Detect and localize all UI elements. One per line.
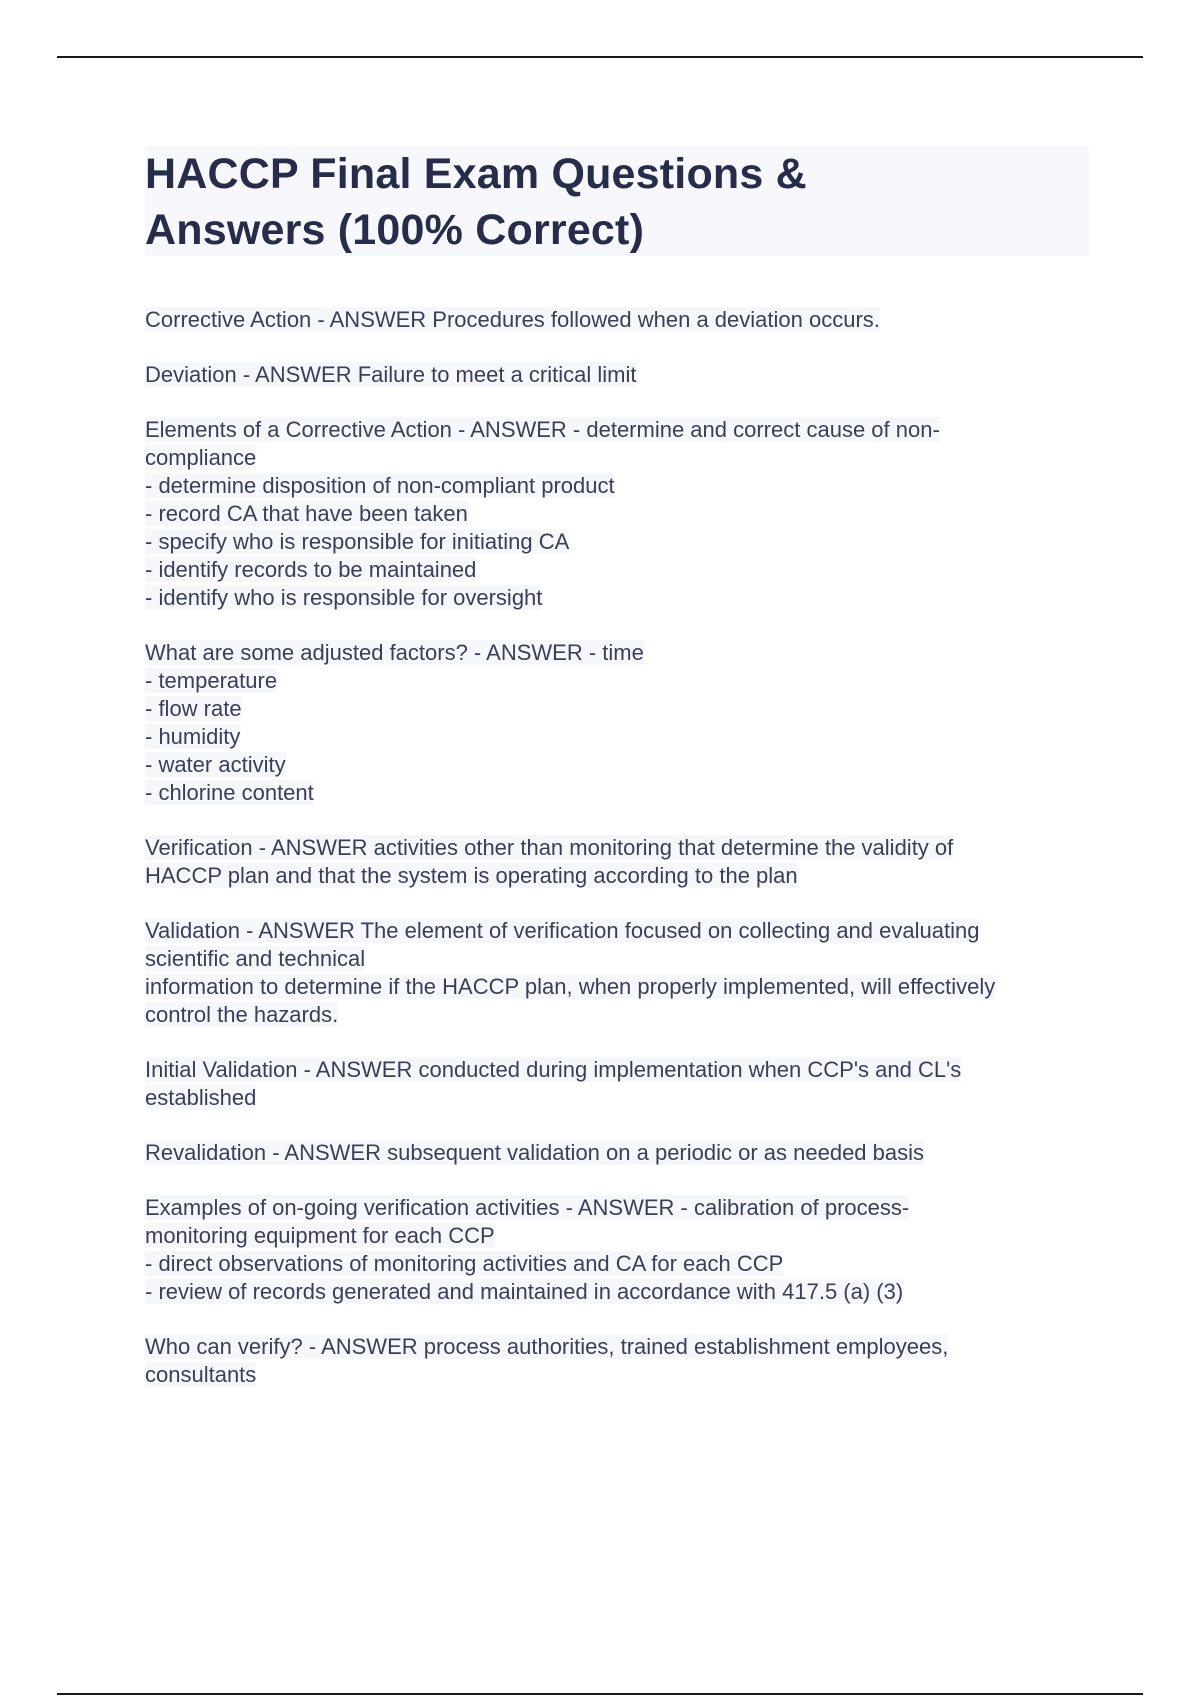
qa-line: - record CA that have been taken [145, 501, 468, 526]
bottom-rule [57, 1693, 1143, 1695]
qa-line: Who can verify? - ANSWER process authorities, trained establishment employees, [145, 1334, 949, 1359]
qa-line-wrapper [145, 584, 1089, 612]
qa-line-wrapper [145, 472, 1089, 500]
qa-line-wrapper [145, 306, 1089, 334]
qa-line: Validation - ANSWER The element of verification focused on collecting and evaluating [145, 918, 980, 943]
qa-line-wrapper [145, 1139, 1089, 1167]
qa-line: - temperature [145, 668, 278, 693]
qa-line: - identify who is responsible for oversight [145, 585, 543, 610]
qa-line-wrapper [145, 723, 1089, 751]
qa-item [145, 416, 1089, 612]
title-line-2: Answers (100% Correct) [145, 206, 645, 254]
qa-line: monitoring equipment for each CCP [145, 1223, 495, 1248]
qa-line-wrapper [145, 1056, 1089, 1084]
title-block [145, 146, 1089, 256]
qa-line-wrapper [145, 444, 1089, 472]
qa-line: - humidity [145, 724, 241, 749]
qa-line-wrapper [145, 556, 1089, 584]
document-title [145, 146, 1081, 258]
qa-item [145, 1139, 1089, 1167]
qa-line: - chlorine content [145, 780, 314, 805]
qa-line-wrapper [145, 973, 1089, 1001]
qa-line: - water activity [145, 752, 286, 777]
qa-item [145, 639, 1089, 807]
qa-line: compliance [145, 445, 257, 470]
qa-line: - determine disposition of non-compliant product [145, 473, 615, 498]
qa-item [145, 1333, 1089, 1389]
qa-item [145, 1194, 1089, 1306]
qa-line-wrapper [145, 945, 1089, 973]
qa-line: Examples of on-going verification activities - ANSWER - calibration of process- [145, 1195, 910, 1220]
qa-line: control the hazards. [145, 1002, 339, 1027]
qa-line-wrapper [145, 751, 1089, 779]
qa-line: Deviation - ANSWER Failure to meet a critical limit [145, 362, 637, 387]
qa-line: consultants [145, 1362, 257, 1387]
qa-line-wrapper [145, 1333, 1089, 1361]
qa-line: Verification - ANSWER activities other than monitoring that determine the validity of [145, 835, 954, 860]
qa-item [145, 917, 1089, 1029]
qa-item [145, 361, 1089, 389]
qa-line: Corrective Action - ANSWER Procedures followed when a deviation occurs. [145, 307, 880, 332]
qa-line-wrapper [145, 528, 1089, 556]
qa-line: - review of records generated and maintained in accordance with 417.5 (a) (3) [145, 1279, 904, 1304]
qa-line: What are some adjusted factors? - ANSWER - time [145, 640, 644, 665]
qa-line-wrapper [145, 667, 1089, 695]
qa-line: - identify records to be maintained [145, 557, 477, 582]
qa-line: information to determine if the HACCP plan, when properly implemented, will effectively [145, 974, 996, 999]
qa-line-wrapper [145, 1222, 1089, 1250]
qa-line-wrapper [145, 834, 1089, 862]
qa-line: Elements of a Corrective Action - ANSWER - determine and correct cause of non- [145, 417, 940, 442]
qa-line-wrapper [145, 862, 1089, 890]
qa-line-wrapper [145, 500, 1089, 528]
qa-line-wrapper [145, 1001, 1089, 1029]
qa-line-wrapper [145, 1194, 1089, 1222]
qa-line: - flow rate [145, 696, 242, 721]
title-line-1: HACCP Final Exam Questions & [145, 150, 807, 198]
qa-line-wrapper [145, 695, 1089, 723]
qa-line-wrapper [145, 639, 1089, 667]
qa-line-wrapper [145, 1278, 1089, 1306]
qa-line: - specify who is responsible for initiating CA [145, 529, 570, 554]
qa-line-wrapper [145, 1361, 1089, 1389]
qa-line: scientific and technical [145, 946, 366, 971]
top-rule [57, 56, 1143, 58]
qa-line: Initial Validation - ANSWER conducted during implementation when CCP's and CL's [145, 1057, 962, 1082]
qa-line-wrapper [145, 361, 1089, 389]
qa-line-wrapper [145, 1250, 1089, 1278]
qa-line: established [145, 1085, 257, 1110]
qa-item [145, 1056, 1089, 1112]
document-body [145, 146, 1089, 1416]
qa-line-wrapper [145, 917, 1089, 945]
qa-line-wrapper [145, 779, 1089, 807]
qa-item [145, 306, 1089, 334]
qa-item [145, 834, 1089, 890]
qa-line: Revalidation - ANSWER subsequent validation on a periodic or as needed basis [145, 1140, 925, 1165]
qa-line: HACCP plan and that the system is operating according to the plan [145, 863, 798, 888]
qa-list [145, 306, 1089, 1389]
qa-line-wrapper [145, 1084, 1089, 1112]
qa-line-wrapper [145, 416, 1089, 444]
qa-line: - direct observations of monitoring activities and CA for each CCP [145, 1251, 784, 1276]
